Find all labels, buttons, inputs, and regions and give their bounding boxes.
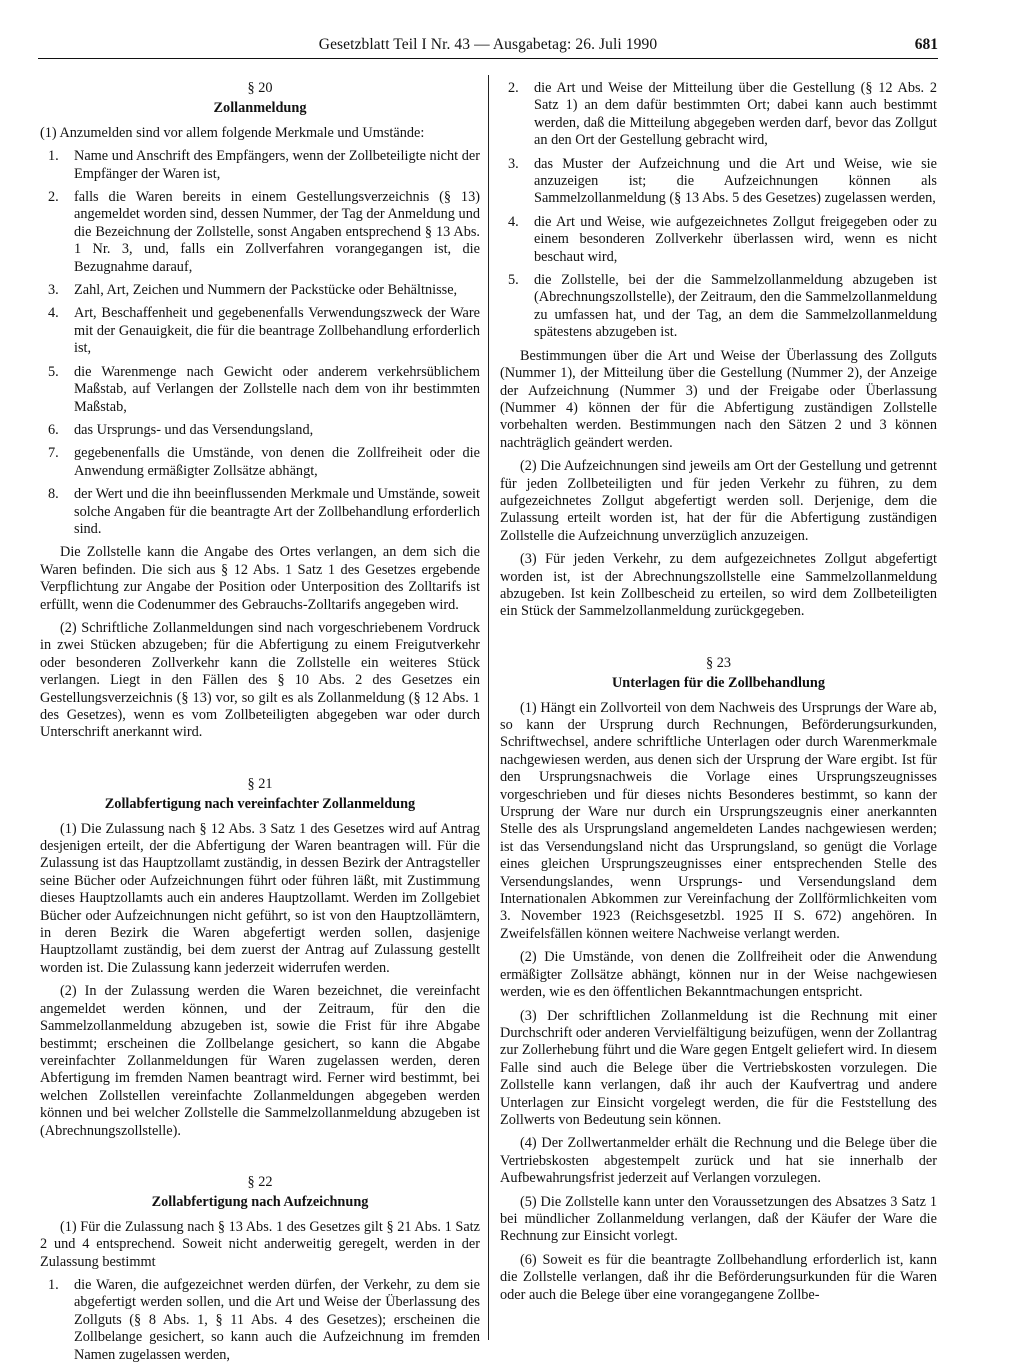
list-item-text: die Art und Weise, wie aufgezeichnetes Zollgut freigegeben oder zu einem besonderen Zollverkehr überlassen wird, wenn es nicht beschaut wird, [534,213,937,265]
header-rule [38,58,938,59]
list-item [40,282,480,299]
page-header [38,28,938,62]
list-item [40,364,480,416]
list-item [500,214,937,266]
section-21-paragraph-2: (2) In der Zulassung werden die Waren bezeichnet, die vereinfacht angemeldet werden können, und der Zeitraum, für den die Sammelzollanmeldung abzugeben ist, sowie die Frist für ihre Abgabe bestimmt; erscheinen die Zollbelange gesichert, so kann die Abgabe vereinfachter Zollanmeldungen für Waren zugelassen werden, deren Abfertigung im fremden Namen beantragt wird. Ferner wird bestimmt, bei welchen Zollstellen vereinfachte Zollanmeldungen abgegeben werden können und bei welcher Zollstelle die Sammelzollanmeldung abzugeben ist (Abrechnungszollstelle). [40,983,480,1139]
list-item-number: 7. [48,445,59,462]
list-item-number: 6. [48,421,59,438]
list-item [40,445,480,480]
list-item-number: 1. [48,1276,59,1293]
list-item [500,156,937,208]
section-22-paragraph-1: (1) Für die Zulassung nach § 13 Abs. 1 des Gesetzes gilt § 21 Abs. 1 Satz 2 und 4 entsprechend. Soweit nicht anderweitig geregelt, werden in der Zulassung bestimmt [40,1218,480,1270]
section-23-title: Unterlagen für die Zollbehandlung [611,675,826,692]
list-item-number: 8. [48,486,59,503]
list-item [500,272,937,342]
section-20-paragraph: Die Zollstelle kann die Angabe des Ortes verlangen, an dem sich die Waren befinden. Die sich aus § 12 Abs. 1 Satz 1 des Gesetzes ergebende Verpflichtung zur Angabe der Position oder Unterposition des Zolltarifs ist erfüllt, wenn die Codenummer des Gebrauchs-Zolltarifs angegeben wird. [40,544,480,613]
list-item-number: 4. [508,213,519,230]
section-22-list-start [40,1277,480,1364]
list-item [40,422,480,439]
list-item-text: Zahl, Art, Zeichen und Nummern der Packstücke oder Behältnisse, [74,282,458,299]
list-item-number: 2. [48,189,59,206]
list-item-text: das Muster der Aufzeichnung und die Art und Weise, wie sie anzuzeigen ist; die Aufzeichnungen können als Sammelzollanmeldung (§ 13 Abs. 5 des Gesetzes) zugelassen werden, [534,155,937,207]
list-item-number: 3. [48,282,59,299]
section-21-paragraph-1: (1) Die Zulassung nach § 12 Abs. 3 Satz 1 des Gesetzes wird auf Antrag desjenigen erteilt, der die Abfertigung der Waren beantragen will. Für die Zulassung ist das Hauptzollamt zuständig, in dessen Bezirk der Antragsteller seine Bücher oder Aufzeichnungen führt oder führen läßt, mit Zustimmung dieses Hauptzollamts auch ein anderes Hauptzollamt. Werden im Zollgebiet Bücher oder Aufzeichnungen nicht geführt, so ist von den Hauptzollämtern, in deren Bezirk die Waren abgefertigt werden sollen, dasjenige Hauptzollamt zuständig, bei dem zuerst der Antrag auf Zulassung gestellt worden ist. Die Zulassung kann jederzeit widerrufen werden. [40,820,480,976]
section-22-list [500,80,937,342]
section-20-number: § 20 [247,80,273,96]
section-22-paragraph-3: (3) Für jeden Verkehr, zu dem aufgezeichnetes Zollgut abgefertigt worden ist, ist der Abrechnungszollstelle eine Sammelzollanmeldung abzugeben. Ist kein Zollbescheid zu erteilen, so wird dem Zollbeteiligten ein Stück der Sammelzollanmeldung zurückgegeben. [500,551,937,620]
list-item-text: Art, Beschaffenheit und gegebenenfalls Verwendungszweck der Ware mit der Genauigkeit, die für die beantrage Zollbehandlung erforderlich ist, [74,305,480,357]
section-23-paragraph-3: (3) Der schriftlichen Zollanmeldung ist die Rechnung mit einer Durchschrift oder anderen Vervielfältigung beizufügen, wenn der Zollantrag zur Zollerhebung führt und die Ware gegen Entgelt geliefert wird. In diesem Falle sind auch die Belege über die Vertriebskosten vorzulegen. Die Zollstelle kann verlangen, daß ihr auch der Kaufvertrag und andere Unterlagen zur Einsicht vorgelegt werden, die für die Feststellung des Zollwerts von Bedeutung sein können. [500,1007,937,1128]
section-20-list [40,148,480,538]
section-23-paragraph-2: (2) Die Umstände, von denen die Zollfreiheit oder die Anwendung ermäßigter Zollsätze abhängt, können nur in der Weise nachgewiesen werden, wie es den öffentlichen Bekanntmachungen entspricht. [500,949,937,1001]
list-item [40,1277,480,1364]
list-item [40,305,480,357]
list-item-text: die Waren, die aufgezeichnet werden dürfen, der Verkehr, zu dem sie abgefertigt werden sollen, und die Art und Weise der Überlassung des Zollguts (§ 8 Abs. 1, § 11 Abs. 4 des Gesetzes); erscheinen die Zollbelange gesichert, so kann auch die Aufzeichnung im fremden Namen zugelassen werden, [74,1276,480,1363]
section-23-paragraph-1: (1) Hängt ein Zollvorteil von dem Nachweis des Ursprungs der Ware ab, so kann der Ursprung durch Rechnungen, Beförderungsurkunden, Schriftwechsel, andere schriftliche Unterlagen oder durch Warenmerkmale nachgewiesen werden, aus denen sich der Ursprung der Ware ergibt. Ist für den Ursprungsnachweis die Vorlage eines Ursprungszeugnisses vorgeschrieben und für dieses nichts Besonderes bestimmt, so kann der Ursprung der Ware nur durch ein Ursprungszeugnis einer anerkannten Stelle des als Ursprungsland angemeldeten Landes nachgewiesen werden; ist das Versendungsland nicht das Ursprungsland, so genügt die Vorlage eines gleichen Ursprungszeugnisses einer entsprechenden Stelle des Versendungslandes, wenn Ursprungs- und Versendungsland dem Internationalen Abkommen zur Vereinfachung der Zollförmlichkeiten vom 3. November 1923 (Reichsgesetzbl. 1925 II S. 672) angehören. In Zweifelsfällen können weitere Nachweise verlangt werden. [500,699,937,942]
right-column [500,80,937,1310]
left-column [40,80,480,1370]
list-item [40,148,480,183]
list-item-number: 5. [48,363,59,380]
list-item-number: 5. [508,272,519,289]
list-item-text: Name und Anschrift des Empfängers, wenn der Zollbeteiligte nicht der Empfänger der Waren ist, [74,148,480,182]
section-23-paragraph-6: (6) Soweit es für die beantragte Zollbehandlung erforderlich ist, kann die Zollstelle verlangen, daß ihr die Beförderungsurkunden für die Waren oder auch die Belege über eine vorangegangene Zollbe- [500,1251,937,1303]
gazette-title: Gesetzblatt Teil I Nr. 43 — Ausgabetag: 26. Juli 1990 [318,36,658,53]
section-23-number: § 23 [705,654,732,671]
list-item [40,486,480,538]
page-number: 681 [914,36,938,53]
section-23-paragraph-4: (4) Der Zollwertanmelder erhält die Rechnung und die Belege über die Vertriebskosten abgestempelt zurück und hat sie innerhalb der Aufbewahrungsfrist jederzeit auf Verlangen vorzulegen. [500,1135,937,1187]
list-item-text: gegebenenfalls die Umstände, von denen die Zollfreiheit oder die Anwendung ermäßigter Zollsätze abhängt, [74,445,480,479]
list-item-number: 1. [48,148,59,165]
list-item-text: die Art und Weise der Mitteilung über die Gestellung (§ 12 Abs. 2 Satz 1) an dem dafür bestimmten Ort; dabei kann auch bestimmt werden, daß die Mitteilung abgegeben werden darf, bevor das Zollgut an den Ort der Gestellung gebracht wird, [534,80,937,149]
list-item-text: falls die Waren bereits in einem Gestellungsverzeichnis (§ 13) angemeldet worden sind, dessen Nummer, der Tag der Anmeldung und die Bezeichnung der Zollstelle, sonst Angaben entsprechend § 13 Abs. 1 Nr. 3, und, falls ein Zollverfahren vorangegangen ist, die Bezugnahme darauf, [74,189,480,275]
list-item-text: die Warenmenge nach Gewicht oder anderem verkehrsüblichem Maßstab, auf Verlangen der Zollstelle nach dem von ihr bestimmten Maßstab, [74,363,480,415]
section-22-title: Zollabfertigung nach Aufzeichnung [151,1194,369,1211]
list-item-number: 4. [48,305,59,322]
section-20-paragraph-2: (2) Schriftliche Zollanmeldungen sind nach vorgeschriebenem Vordruck in zwei Stücken abzugeben; für die Abfertigung zu einem Freigutverkehr oder besonderen Zollverkehr kann die Zollstelle ein weiteres Stück verlangen. Liegt in den Fällen des § 10 Abs. 2 des Gesetzes ein Gestellungsverzeichnis (§ 13) vor, so gilt es als Zollanmeldung (§ 12 Abs. 1 des Gesetzes), wenn es vom Zollbeteiligten abgegeben war oder durch Unterschrift anerkannt wird. [40,619,480,741]
section-21-number: § 21 [247,775,273,792]
section-20-title: Zollanmeldung [213,100,307,117]
list-item-number: 2. [508,80,519,96]
list-item [40,189,480,276]
section-20-intro: (1) Anzumelden sind vor allem folgende Merkmale und Umstände: [40,124,425,141]
list-item-text: die Zollstelle, bei der die Sammelzollanmeldung abzugeben ist (Abrechnungszollstelle), der Zeitraum, den die Sammelzollanmeldung zu umfassen hat, und der Tag, an dem die Sammelzollanmeldung spätestens abzugeben ist. [534,272,937,341]
section-22-number: § 22 [247,1173,273,1190]
section-21-title: Zollabfertigung nach vereinfachter Zollanmeldung [104,796,416,813]
section-22-paragraph-2: (2) Die Aufzeichnungen sind jeweils am Ort der Gestellung und getrennt für jeden Zollbeteiligten und für jeden Verkehr zu führen, zu dem aufgezeichnetes Zollgut abgefertigt werden soll. Derjenige, dem die Zulassung erteilt worden ist, hat der für die Abfertigung zuständigen Zollstelle die Aufzeichnung unverzüglich anzuzeigen. [500,458,937,544]
column-divider [488,75,489,1340]
list-item-text: der Wert und die ihn beeinflussenden Merkmale und Umstände, soweit solche Angaben für die beantragte Art der Zollbehandlung erforderlich sind. [74,486,480,537]
section-22-paragraph: Bestimmungen über die Art und Weise der Überlassung des Zollguts (Nummer 1), der Mitteilung über die Gestellung (Nummer 2), der Anzeige der Aufzeichnung (Nummer 3) und der Freigabe oder Überlassung (Nummer 4) können der für die Abfertigung zuständigen Zollstelle vorbehalten werden. Bestimmungen nach den Sätzen 2 und 3 können nachträglich geändert werden. [500,347,937,451]
section-23-paragraph-5: (5) Die Zollstelle kann unter den Voraussetzungen des Absatzes 3 Satz 1 bei mündlicher Zollanmeldung verlangen, daß der Käufer der Ware die Rechnung zur Einsicht vorlegt. [500,1193,937,1245]
list-item-number: 3. [508,155,519,172]
list-item [500,80,937,150]
list-item-text: das Ursprungs- und das Versendungsland, [74,421,314,438]
